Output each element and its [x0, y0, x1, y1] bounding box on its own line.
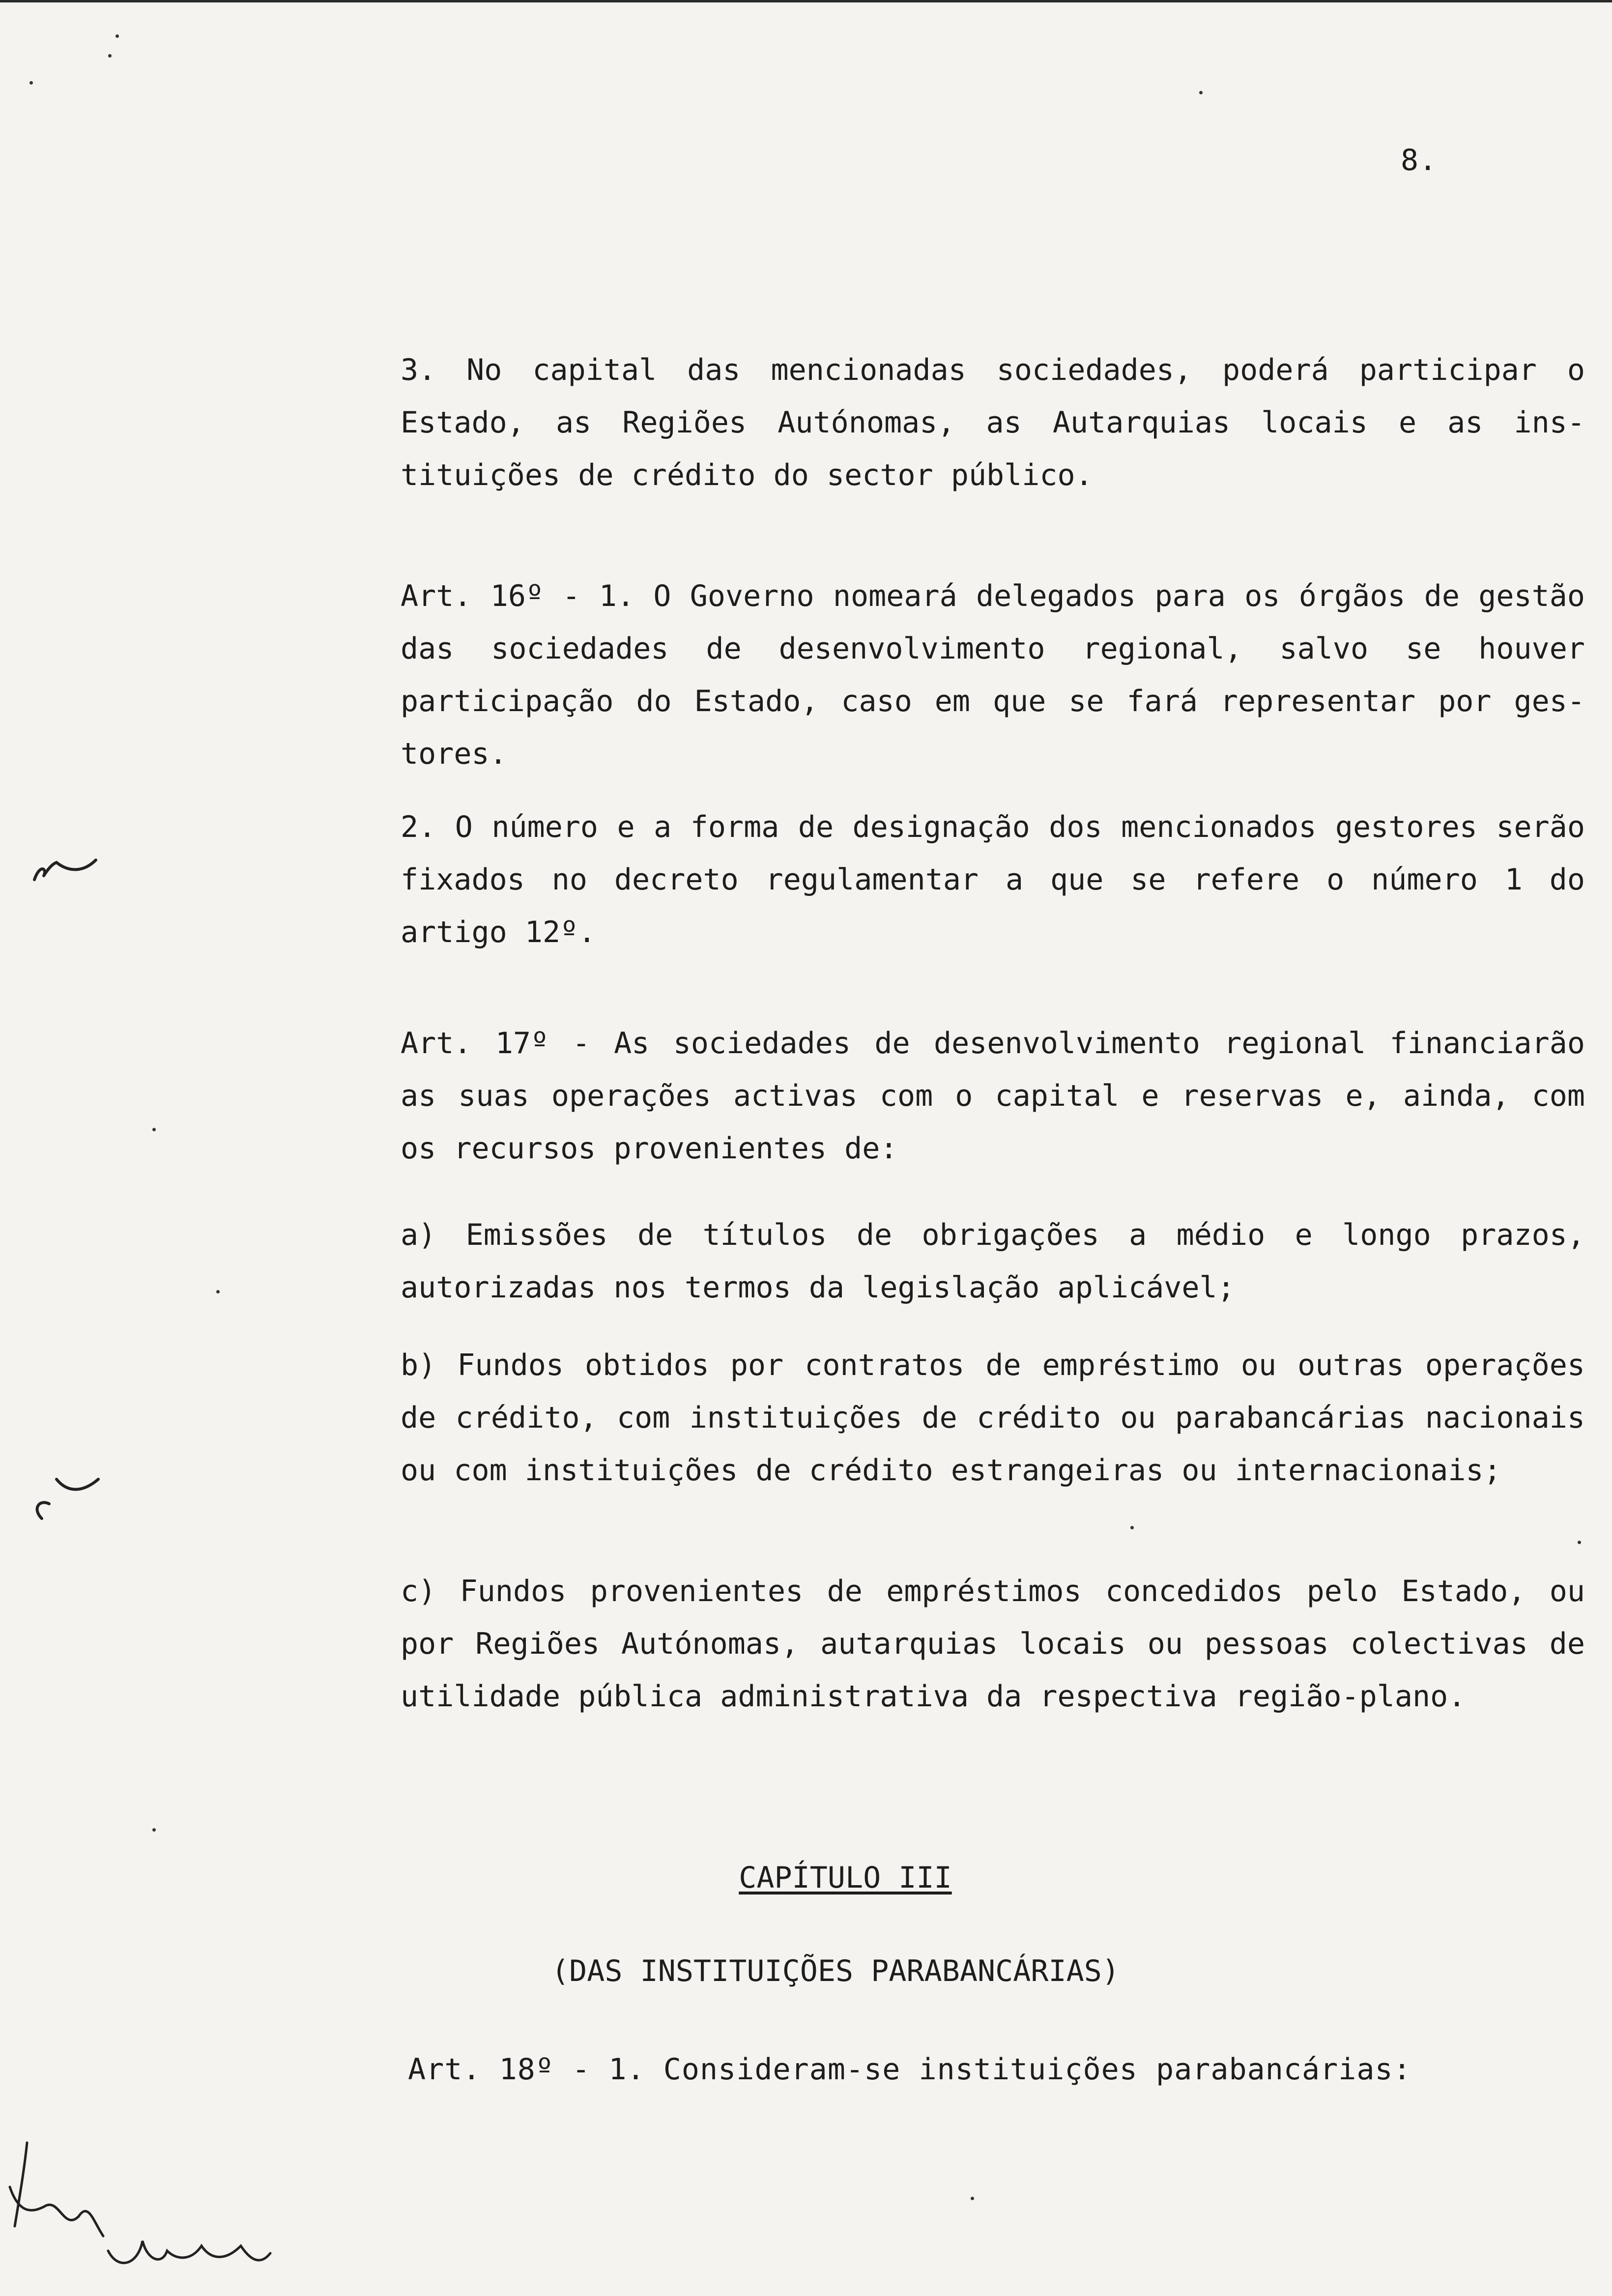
- margin-checkmark-2: [27, 1460, 106, 1528]
- scan-speck: [1130, 1526, 1134, 1529]
- article-16-paragraph-2: [214, 801, 1585, 959]
- scan-speck: [152, 1128, 156, 1131]
- chapter-heading: [0, 1860, 1612, 1895]
- paragraph-text: Art. 16º - 1. O Governo nomeará delegados para os órgãos de gestão das sociedades de desenvolvimento regional, salvo se houver participação do Estado, caso em que se fará representar por gestores.: [401, 579, 1585, 771]
- scan-speck: [1199, 91, 1203, 94]
- paragraph-text: 3. No capital das mencionadas sociedades, poderá participar o Estado, as Regiões Autónomas, as Autarquias locais e as instituições de crédito do sector público.: [401, 353, 1585, 492]
- article-17-item-a: [214, 1209, 1585, 1314]
- article-17-item-c: [214, 1565, 1585, 1723]
- chapter-subtitle: (DAS INSTITUIÇÕES PARABANCÁRIAS): [551, 1954, 1120, 1988]
- scan-speck: [216, 1290, 220, 1293]
- margin-checkmark-1: [29, 845, 103, 890]
- page-number: 8.: [1401, 143, 1438, 177]
- scan-speck: [1578, 1541, 1581, 1544]
- article-17: [214, 1017, 1585, 1175]
- chapter-title: CAPÍTULO III: [739, 1861, 952, 1895]
- paragraph-text: Art. 17º - As sociedades de desenvolvimento regional financiarão as suas operações activas com o capital e reservas e, ainda, com os recursos provenientes de:: [401, 1026, 1585, 1166]
- scan-speck: [152, 1828, 156, 1832]
- scan-speck: [29, 81, 33, 85]
- paragraph-text: 2. O número e a forma de designação dos mencionados gestores serão fixados no decreto regulamentar a que se refere o número 1 do artigo 12º.: [401, 810, 1585, 949]
- paragraph-text: a) Emissões de títulos de obrigações a médio e longo prazos, autorizadas nos termos da legislação aplicável;: [401, 1218, 1585, 1305]
- scan-speck: [108, 54, 112, 57]
- article-17-item-b: [214, 1339, 1585, 1497]
- paragraph-text: c) Fundos provenientes de empréstimos concedidos pelo Estado, ou por Regiões Autónomas, autarquias locais ou pessoas colectivas de utilidade pública administrativa da respectiva região-plano.: [401, 1574, 1585, 1714]
- article-16-paragraph-1: [214, 570, 1585, 780]
- handwritten-signature: [5, 2128, 280, 2275]
- page-top-edge: [0, 0, 1612, 2]
- scan-speck: [971, 2197, 974, 2200]
- scan-speck: [115, 34, 119, 38]
- paragraph-text: b) Fundos obtidos por contratos de empréstimo ou outras operações de crédito, com instituições de crédito ou parabancárias nacionais ou com instituições de crédito estrangeiras ou internacionais;: [401, 1348, 1585, 1488]
- paragraph-3: [214, 344, 1585, 502]
- article-18-start: Art. 18º - 1. Consideram-se instituições parabancárias:: [408, 2052, 1411, 2087]
